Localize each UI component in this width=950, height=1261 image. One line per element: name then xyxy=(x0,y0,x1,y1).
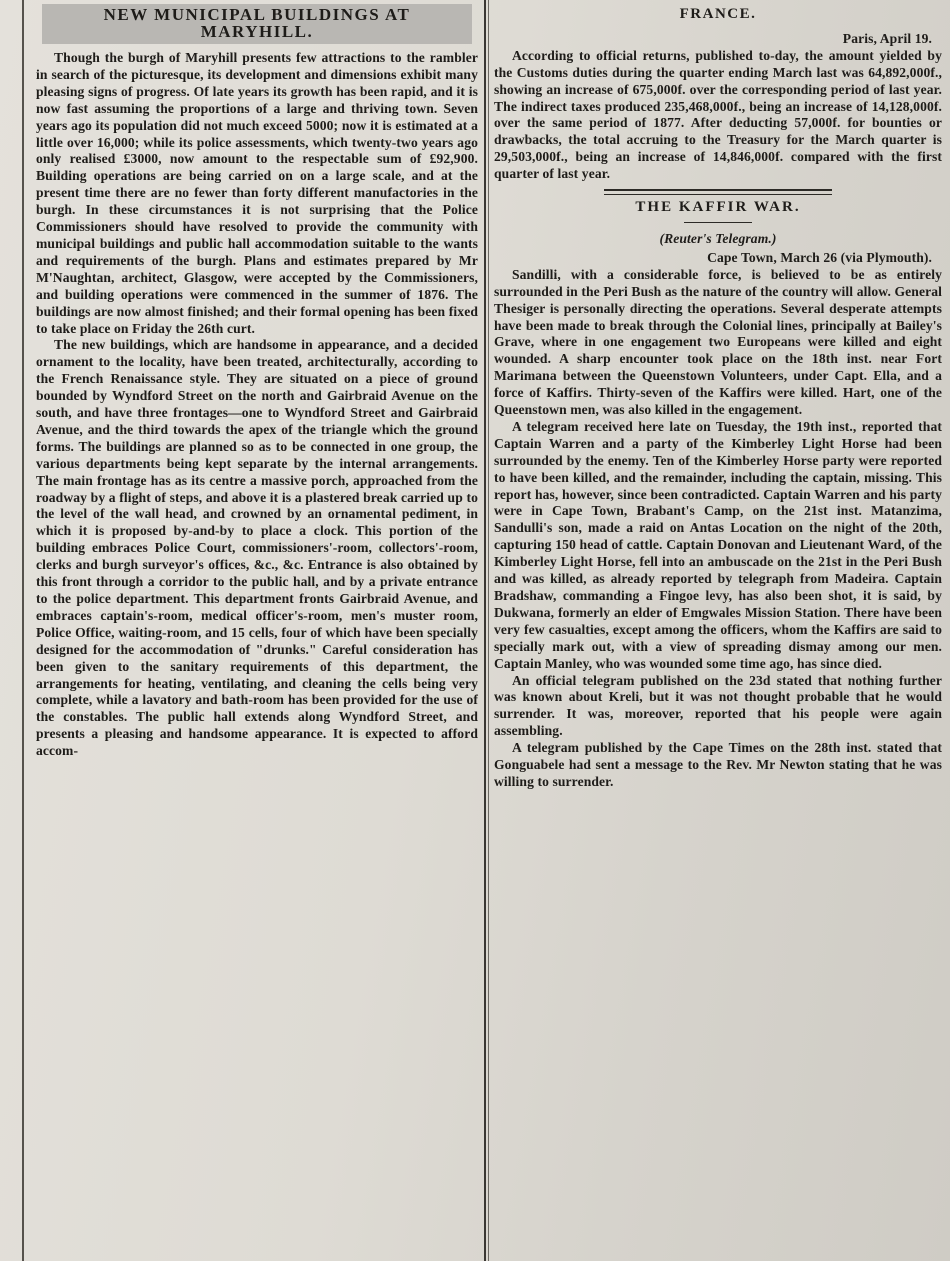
left-column-rule xyxy=(22,0,24,1261)
paris-dateline: Paris, April 19. xyxy=(842,30,932,46)
kaffir-paragraph-2: A telegram received here late on Tuesday, the 19th inst., reported that Captain Warren and a party of the Kimberley Light Horse had been surrounded by the enemy. Ten of the Kimberley Horse party were reported to have been killed, and the remainder, including the captain, missing. This report has, however, since been contradicted. Captain Warren and his party were in Cape Town, Brabant's Camp, on the 21st inst. Matanzima, Sandulli's son, made a raid on Antas Location on the night of the 20th, capturing 150 head of cattle. Captain Donovan and Lieutenant Ward, of the Kimberley Light Horse, fell into an ambuscade on the 21st in the Peri Bush and was killed, as already reported by telegraph from Madeira. Captain Bradshaw, commanding a Fingoe levy, has also been shot, it is said, by Dukwana, formerly an elder of Emgwales Mission Station. There have been very few casualties, except among the officers, whom the Kaffirs are said to specially mark out, with a view of spreading dismay among our men. Captain Manley, who was wounded some time ago, has since died. xyxy=(494,418,942,671)
title-underline xyxy=(684,222,752,223)
headline-line-1: NEW MUNICIPAL BUILDINGS AT xyxy=(103,5,411,24)
left-column xyxy=(36,0,478,1261)
kaffir-paragraph-4: A telegram published by the Cape Times on the 28th inst. stated that Gonguabele had sent a message to the Rev. Mr Newton stating that he was willing to surrender. xyxy=(494,740,942,789)
column-divider xyxy=(484,0,486,1261)
kaffir-war-title: THE KAFFIR WAR. xyxy=(635,199,801,216)
reuters-subhead: (Reuter's Telegram.) xyxy=(659,230,777,246)
cape-town-dateline: Cape Town, March 26 (via Plymouth). xyxy=(707,249,932,265)
france-header: FRANCE. xyxy=(679,6,757,22)
maryhill-headline xyxy=(42,4,472,44)
headline-line-2: MARYHILL. xyxy=(200,22,314,41)
kaffir-paragraph-3: An official telegram published on the 23d stated that nothing further was known about Kreli, but it was not thought probable that he would surrender. It was, moreover, reported that his people were again assembling. xyxy=(494,672,942,739)
article-paragraph-1: Though the burgh of Maryhill presents few attractions to the rambler in search of the picturesque, its development and dimensions exhibit many pleasing signs of progress. Of late years its growth has been rapid, and it is now fast assuming the proportions of a large and thriving town. Seven years ago its population did not much exceed 5000; now it is estimated at a little over 16,000; while its police assessments, which twenty-two years ago only realised £3000, now amount to the respectable sum of £92,900. Building operations are being carried on on a large scale, and at the present time there are no fewer than forty different manufactories in the burgh. In these circumstances it is not surprising that the Police Commissioners should have resolved to provide the community with municipal buildings and public hall accommodation suitable to the wants and requirements of the burgh. Plans and estimates prepared by Mr M'Naughtan, architect, Glasgow, were accepted by the Commissioners, and building operations were commenced in the summer of 1876. The buildings are now almost finished; and their formal opening has been fixed to take place on Friday the 26th curt. xyxy=(36,50,478,336)
section-divider xyxy=(604,189,832,195)
article-paragraph-2: The new buildings, which are handsome in appearance, and a decided ornament to the locality, have been treated, architecturally, according to the French Renaissance style. They are situated on a piece of ground bounded by Wyndford Street on the north and Gairbraid Avenue on the south, and have three frontages—one to Wyndford Street and Gairbraid Avenue, and the third towards the apex of the triangle which the ground forms. The buildings are planned so as to be connected in one group, the various departments being kept separate by the internal arrangements. The main frontage has as its centre a massive porch, approached from the roadway by a flight of steps, and above it is a plastered break carried up to the level of the wall head, and crowned by an ornamental pediment, in which it is proposed by-and-by to place a clock. This portion of the building embraces Police Court, commissioners'-room, collectors'-room, clerks and burgh surveyor's offices, &c., &c. Entrance is also obtained by this front through a corridor to the public hall, and by a private entrance to the police department. This department fronts Gairbraid Avenue, and embraces captain's-room, medical officer's-room, men's muster room, Police Office, waiting-room, and 15 cells, four of which have been specially designed for the accommodation of "drunks." Careful consideration has been given to the sanitary requirements of this department, the arrangements for heating, ventilating, and cleaning the cells being very complete, while a lavatory and bath-room has been provided for the use of the constables. The public hall extends along Wyndford Street, and presents a pleasing and handsome appearance. It is expected to afford accom- xyxy=(36,337,478,759)
kaffir-paragraph-1: Sandilli, with a considerable force, is believed to be as entirely surrounded in the Peri Bush as the nature of the country will allow. General Thesiger is personally directing the operations. Several desperate attempts have been made to break through the Colonial lines, principally at Bailey's Grave, where in one engagement two Europeans were killed and eight wounded. A sharp encounter took place on the 18th inst. near Fort Marimana between the Queenstown Volunteers, under Capt. Ella, and a force of Kaffirs. Thirty-seven of the Kaffirs were killed. Hart, one of the Queenstown men, was also killed in the engagement. xyxy=(494,266,942,418)
right-column xyxy=(494,0,942,1261)
column-divider-thin xyxy=(488,0,489,1261)
france-paragraph: According to official returns, published to-day, the amount yielded by the Customs duties during the quarter ending March last was 64,892,000f., showing an increase of 675,000f. over the corresponding period of last year. The indirect taxes produced 235,468,000f., being an increase of 14,128,000f. over the same period of 1877. After deducting 57,000f. for bounties or drawbacks, the total accruing to the Treasury for the March quarter is 29,503,000f., being an increase of 14,846,000f. compared with the first quarter of last year. xyxy=(494,47,942,182)
